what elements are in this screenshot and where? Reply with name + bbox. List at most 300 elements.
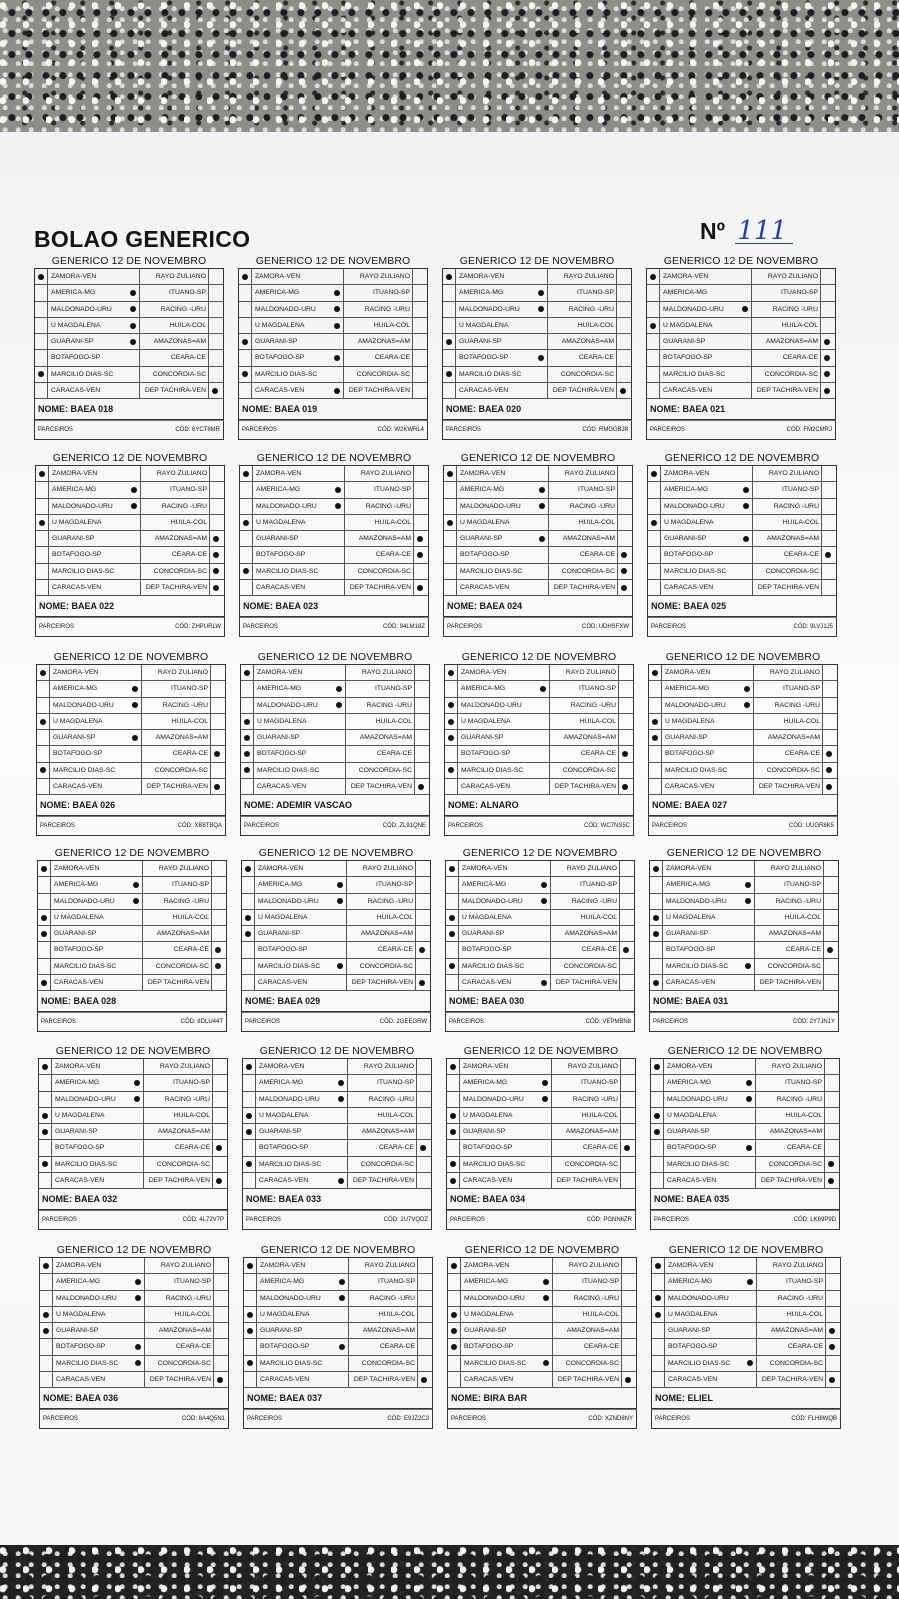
home-mark-cell[interactable] bbox=[448, 1274, 461, 1289]
draw-mark-cell[interactable] bbox=[131, 1075, 144, 1090]
away-mark-cell[interactable] bbox=[209, 285, 220, 300]
away-mark-cell[interactable] bbox=[620, 975, 631, 990]
draw-mark-cell[interactable] bbox=[131, 1140, 144, 1155]
home-mark-cell[interactable] bbox=[651, 1075, 664, 1090]
away-mark-cell[interactable] bbox=[413, 367, 424, 382]
home-mark-cell[interactable] bbox=[240, 547, 253, 562]
home-mark-cell[interactable] bbox=[650, 861, 663, 876]
away-mark-cell[interactable] bbox=[821, 334, 832, 349]
draw-mark-cell[interactable] bbox=[333, 730, 346, 745]
home-mark-cell[interactable] bbox=[448, 1291, 461, 1306]
draw-mark-cell[interactable] bbox=[539, 1157, 552, 1172]
away-mark-cell[interactable] bbox=[621, 1124, 632, 1139]
away-mark-cell[interactable] bbox=[617, 350, 628, 365]
draw-mark-cell[interactable] bbox=[743, 1140, 756, 1155]
away-mark-cell[interactable] bbox=[821, 269, 832, 284]
away-mark-cell[interactable] bbox=[415, 763, 426, 778]
away-mark-cell[interactable] bbox=[214, 1323, 225, 1338]
draw-mark-cell[interactable] bbox=[535, 269, 548, 284]
home-mark-cell[interactable] bbox=[647, 285, 660, 300]
home-mark-cell[interactable] bbox=[649, 681, 662, 696]
draw-mark-cell[interactable] bbox=[743, 1108, 756, 1123]
draw-mark-cell[interactable] bbox=[540, 1339, 553, 1354]
draw-mark-cell[interactable] bbox=[740, 515, 753, 530]
draw-mark-cell[interactable] bbox=[743, 1173, 756, 1188]
home-mark-cell[interactable] bbox=[35, 318, 48, 333]
away-mark-cell[interactable] bbox=[825, 1173, 836, 1188]
home-mark-cell[interactable] bbox=[38, 910, 51, 925]
away-mark-cell[interactable] bbox=[413, 269, 424, 284]
draw-mark-cell[interactable] bbox=[741, 763, 754, 778]
home-mark-cell[interactable] bbox=[243, 1173, 256, 1188]
away-mark-cell[interactable] bbox=[622, 1258, 633, 1273]
away-mark-cell[interactable] bbox=[824, 910, 835, 925]
home-mark-cell[interactable] bbox=[444, 466, 457, 481]
away-mark-cell[interactable] bbox=[622, 1356, 633, 1371]
home-mark-cell[interactable] bbox=[647, 350, 660, 365]
draw-mark-cell[interactable] bbox=[742, 877, 755, 892]
home-mark-cell[interactable] bbox=[240, 531, 253, 546]
draw-mark-cell[interactable] bbox=[743, 1157, 756, 1172]
home-mark-cell[interactable] bbox=[37, 714, 50, 729]
home-mark-cell[interactable] bbox=[239, 383, 252, 398]
away-mark-cell[interactable] bbox=[622, 1291, 633, 1306]
away-mark-cell[interactable] bbox=[414, 482, 425, 497]
draw-mark-cell[interactable] bbox=[535, 302, 548, 317]
draw-mark-cell[interactable] bbox=[740, 482, 753, 497]
away-mark-cell[interactable] bbox=[822, 547, 833, 562]
draw-mark-cell[interactable] bbox=[740, 531, 753, 546]
draw-mark-cell[interactable] bbox=[335, 1140, 348, 1155]
away-mark-cell[interactable] bbox=[413, 334, 424, 349]
home-mark-cell[interactable] bbox=[244, 1274, 257, 1289]
draw-mark-cell[interactable] bbox=[536, 531, 549, 546]
away-mark-cell[interactable] bbox=[824, 894, 835, 909]
away-mark-cell[interactable] bbox=[209, 302, 220, 317]
draw-mark-cell[interactable] bbox=[331, 383, 344, 398]
home-mark-cell[interactable] bbox=[446, 861, 459, 876]
home-mark-cell[interactable] bbox=[35, 383, 48, 398]
away-mark-cell[interactable] bbox=[826, 1372, 837, 1387]
draw-mark-cell[interactable] bbox=[131, 1124, 144, 1139]
home-mark-cell[interactable] bbox=[239, 269, 252, 284]
home-mark-cell[interactable] bbox=[443, 350, 456, 365]
home-mark-cell[interactable] bbox=[443, 269, 456, 284]
draw-mark-cell[interactable] bbox=[130, 926, 143, 941]
draw-mark-cell[interactable] bbox=[742, 959, 755, 974]
home-mark-cell[interactable] bbox=[447, 1108, 460, 1123]
home-mark-cell[interactable] bbox=[35, 334, 48, 349]
draw-mark-cell[interactable] bbox=[333, 746, 346, 761]
home-mark-cell[interactable] bbox=[446, 894, 459, 909]
away-mark-cell[interactable] bbox=[211, 714, 222, 729]
home-mark-cell[interactable] bbox=[35, 367, 48, 382]
away-mark-cell[interactable] bbox=[824, 942, 835, 957]
draw-mark-cell[interactable] bbox=[742, 910, 755, 925]
home-mark-cell[interactable] bbox=[647, 269, 660, 284]
draw-mark-cell[interactable] bbox=[537, 779, 550, 794]
away-mark-cell[interactable] bbox=[214, 1339, 225, 1354]
away-mark-cell[interactable] bbox=[210, 499, 221, 514]
draw-mark-cell[interactable] bbox=[331, 350, 344, 365]
home-mark-cell[interactable] bbox=[240, 499, 253, 514]
draw-mark-cell[interactable] bbox=[535, 350, 548, 365]
home-mark-cell[interactable] bbox=[649, 779, 662, 794]
away-mark-cell[interactable] bbox=[212, 959, 223, 974]
draw-mark-cell[interactable] bbox=[336, 1258, 349, 1273]
draw-mark-cell[interactable] bbox=[540, 1274, 553, 1289]
away-mark-cell[interactable] bbox=[415, 730, 426, 745]
home-mark-cell[interactable] bbox=[37, 698, 50, 713]
away-mark-cell[interactable] bbox=[213, 1140, 224, 1155]
home-mark-cell[interactable] bbox=[244, 1258, 257, 1273]
draw-mark-cell[interactable] bbox=[540, 1356, 553, 1371]
draw-mark-cell[interactable] bbox=[535, 334, 548, 349]
home-mark-cell[interactable] bbox=[652, 1323, 665, 1338]
draw-mark-cell[interactable] bbox=[331, 334, 344, 349]
away-mark-cell[interactable] bbox=[621, 1157, 632, 1172]
draw-mark-cell[interactable] bbox=[132, 1356, 145, 1371]
away-mark-cell[interactable] bbox=[617, 367, 628, 382]
draw-mark-cell[interactable] bbox=[331, 285, 344, 300]
draw-mark-cell[interactable] bbox=[335, 1173, 348, 1188]
away-mark-cell[interactable] bbox=[213, 1124, 224, 1139]
draw-mark-cell[interactable] bbox=[537, 746, 550, 761]
home-mark-cell[interactable] bbox=[652, 1291, 665, 1306]
home-mark-cell[interactable] bbox=[36, 547, 49, 562]
draw-mark-cell[interactable] bbox=[129, 763, 142, 778]
draw-mark-cell[interactable] bbox=[132, 1372, 145, 1387]
away-mark-cell[interactable] bbox=[619, 714, 630, 729]
away-mark-cell[interactable] bbox=[621, 1173, 632, 1188]
home-mark-cell[interactable] bbox=[651, 1124, 664, 1139]
draw-mark-cell[interactable] bbox=[538, 877, 551, 892]
draw-mark-cell[interactable] bbox=[333, 714, 346, 729]
away-mark-cell[interactable] bbox=[212, 861, 223, 876]
draw-mark-cell[interactable] bbox=[336, 1307, 349, 1322]
home-mark-cell[interactable] bbox=[446, 926, 459, 941]
draw-mark-cell[interactable] bbox=[334, 877, 347, 892]
home-mark-cell[interactable] bbox=[447, 1124, 460, 1139]
away-mark-cell[interactable] bbox=[618, 580, 629, 595]
draw-mark-cell[interactable] bbox=[743, 1124, 756, 1139]
home-mark-cell[interactable] bbox=[651, 1092, 664, 1107]
draw-mark-cell[interactable] bbox=[535, 383, 548, 398]
home-mark-cell[interactable] bbox=[652, 1274, 665, 1289]
draw-mark-cell[interactable] bbox=[739, 350, 752, 365]
away-mark-cell[interactable] bbox=[619, 779, 630, 794]
home-mark-cell[interactable] bbox=[448, 1323, 461, 1338]
away-mark-cell[interactable] bbox=[213, 1092, 224, 1107]
home-mark-cell[interactable] bbox=[444, 515, 457, 530]
draw-mark-cell[interactable] bbox=[130, 959, 143, 974]
home-mark-cell[interactable] bbox=[38, 942, 51, 957]
away-mark-cell[interactable] bbox=[414, 515, 425, 530]
draw-mark-cell[interactable] bbox=[130, 877, 143, 892]
away-mark-cell[interactable] bbox=[822, 531, 833, 546]
away-mark-cell[interactable] bbox=[414, 531, 425, 546]
away-mark-cell[interactable] bbox=[622, 1307, 633, 1322]
away-mark-cell[interactable] bbox=[417, 1075, 428, 1090]
away-mark-cell[interactable] bbox=[418, 1258, 429, 1273]
away-mark-cell[interactable] bbox=[622, 1372, 633, 1387]
away-mark-cell[interactable] bbox=[620, 942, 631, 957]
draw-mark-cell[interactable] bbox=[131, 1157, 144, 1172]
away-mark-cell[interactable] bbox=[209, 350, 220, 365]
home-mark-cell[interactable] bbox=[244, 1307, 257, 1322]
home-mark-cell[interactable] bbox=[448, 1372, 461, 1387]
home-mark-cell[interactable] bbox=[445, 714, 458, 729]
draw-mark-cell[interactable] bbox=[539, 1092, 552, 1107]
away-mark-cell[interactable] bbox=[821, 367, 832, 382]
home-mark-cell[interactable] bbox=[241, 779, 254, 794]
home-mark-cell[interactable] bbox=[652, 1307, 665, 1322]
home-mark-cell[interactable] bbox=[447, 1140, 460, 1155]
home-mark-cell[interactable] bbox=[239, 334, 252, 349]
draw-mark-cell[interactable] bbox=[336, 1274, 349, 1289]
away-mark-cell[interactable] bbox=[209, 334, 220, 349]
away-mark-cell[interactable] bbox=[826, 1258, 837, 1273]
home-mark-cell[interactable] bbox=[241, 714, 254, 729]
away-mark-cell[interactable] bbox=[620, 959, 631, 974]
away-mark-cell[interactable] bbox=[414, 499, 425, 514]
draw-mark-cell[interactable] bbox=[537, 665, 550, 680]
away-mark-cell[interactable] bbox=[418, 1274, 429, 1289]
draw-mark-cell[interactable] bbox=[540, 1291, 553, 1306]
draw-mark-cell[interactable] bbox=[539, 1059, 552, 1074]
draw-mark-cell[interactable] bbox=[739, 367, 752, 382]
home-mark-cell[interactable] bbox=[648, 466, 661, 481]
home-mark-cell[interactable] bbox=[39, 1124, 52, 1139]
draw-mark-cell[interactable] bbox=[332, 466, 345, 481]
home-mark-cell[interactable] bbox=[244, 1356, 257, 1371]
away-mark-cell[interactable] bbox=[209, 383, 220, 398]
away-mark-cell[interactable] bbox=[822, 580, 833, 595]
draw-mark-cell[interactable] bbox=[332, 499, 345, 514]
draw-mark-cell[interactable] bbox=[742, 861, 755, 876]
away-mark-cell[interactable] bbox=[413, 350, 424, 365]
away-mark-cell[interactable] bbox=[415, 779, 426, 794]
draw-mark-cell[interactable] bbox=[740, 580, 753, 595]
draw-mark-cell[interactable] bbox=[740, 564, 753, 579]
home-mark-cell[interactable] bbox=[241, 681, 254, 696]
home-mark-cell[interactable] bbox=[443, 367, 456, 382]
away-mark-cell[interactable] bbox=[622, 1323, 633, 1338]
home-mark-cell[interactable] bbox=[241, 665, 254, 680]
away-mark-cell[interactable] bbox=[821, 302, 832, 317]
away-mark-cell[interactable] bbox=[618, 531, 629, 546]
home-mark-cell[interactable] bbox=[444, 580, 457, 595]
draw-mark-cell[interactable] bbox=[127, 285, 140, 300]
draw-mark-cell[interactable] bbox=[129, 698, 142, 713]
draw-mark-cell[interactable] bbox=[740, 499, 753, 514]
away-mark-cell[interactable] bbox=[414, 580, 425, 595]
away-mark-cell[interactable] bbox=[825, 1157, 836, 1172]
draw-mark-cell[interactable] bbox=[536, 580, 549, 595]
home-mark-cell[interactable] bbox=[239, 367, 252, 382]
draw-mark-cell[interactable] bbox=[336, 1372, 349, 1387]
away-mark-cell[interactable] bbox=[417, 1124, 428, 1139]
away-mark-cell[interactable] bbox=[211, 665, 222, 680]
draw-mark-cell[interactable] bbox=[538, 942, 551, 957]
away-mark-cell[interactable] bbox=[821, 350, 832, 365]
home-mark-cell[interactable] bbox=[649, 763, 662, 778]
away-mark-cell[interactable] bbox=[212, 942, 223, 957]
away-mark-cell[interactable] bbox=[213, 1157, 224, 1172]
home-mark-cell[interactable] bbox=[239, 285, 252, 300]
draw-mark-cell[interactable] bbox=[127, 269, 140, 284]
away-mark-cell[interactable] bbox=[414, 564, 425, 579]
draw-mark-cell[interactable] bbox=[744, 1307, 757, 1322]
home-mark-cell[interactable] bbox=[239, 318, 252, 333]
home-mark-cell[interactable] bbox=[40, 1323, 53, 1338]
draw-mark-cell[interactable] bbox=[334, 894, 347, 909]
home-mark-cell[interactable] bbox=[648, 499, 661, 514]
away-mark-cell[interactable] bbox=[823, 665, 834, 680]
away-mark-cell[interactable] bbox=[417, 1108, 428, 1123]
away-mark-cell[interactable] bbox=[210, 531, 221, 546]
draw-mark-cell[interactable] bbox=[538, 926, 551, 941]
draw-mark-cell[interactable] bbox=[132, 1291, 145, 1306]
draw-mark-cell[interactable] bbox=[127, 318, 140, 333]
away-mark-cell[interactable] bbox=[417, 1059, 428, 1074]
away-mark-cell[interactable] bbox=[619, 681, 630, 696]
away-mark-cell[interactable] bbox=[213, 1173, 224, 1188]
away-mark-cell[interactable] bbox=[415, 746, 426, 761]
home-mark-cell[interactable] bbox=[651, 1108, 664, 1123]
home-mark-cell[interactable] bbox=[242, 959, 255, 974]
draw-mark-cell[interactable] bbox=[741, 746, 754, 761]
away-mark-cell[interactable] bbox=[415, 665, 426, 680]
home-mark-cell[interactable] bbox=[652, 1258, 665, 1273]
draw-mark-cell[interactable] bbox=[127, 367, 140, 382]
home-mark-cell[interactable] bbox=[443, 302, 456, 317]
home-mark-cell[interactable] bbox=[243, 1059, 256, 1074]
draw-mark-cell[interactable] bbox=[131, 1108, 144, 1123]
draw-mark-cell[interactable] bbox=[743, 1075, 756, 1090]
away-mark-cell[interactable] bbox=[823, 746, 834, 761]
home-mark-cell[interactable] bbox=[445, 730, 458, 745]
home-mark-cell[interactable] bbox=[38, 975, 51, 990]
home-mark-cell[interactable] bbox=[38, 959, 51, 974]
draw-mark-cell[interactable] bbox=[129, 730, 142, 745]
away-mark-cell[interactable] bbox=[823, 763, 834, 778]
home-mark-cell[interactable] bbox=[35, 350, 48, 365]
away-mark-cell[interactable] bbox=[210, 466, 221, 481]
home-mark-cell[interactable] bbox=[447, 1157, 460, 1172]
draw-mark-cell[interactable] bbox=[333, 698, 346, 713]
home-mark-cell[interactable] bbox=[648, 547, 661, 562]
home-mark-cell[interactable] bbox=[37, 763, 50, 778]
away-mark-cell[interactable] bbox=[211, 779, 222, 794]
home-mark-cell[interactable] bbox=[39, 1075, 52, 1090]
draw-mark-cell[interactable] bbox=[540, 1323, 553, 1338]
home-mark-cell[interactable] bbox=[36, 466, 49, 481]
home-mark-cell[interactable] bbox=[444, 499, 457, 514]
away-mark-cell[interactable] bbox=[416, 926, 427, 941]
home-mark-cell[interactable] bbox=[649, 746, 662, 761]
away-mark-cell[interactable] bbox=[210, 564, 221, 579]
home-mark-cell[interactable] bbox=[649, 698, 662, 713]
home-mark-cell[interactable] bbox=[242, 942, 255, 957]
draw-mark-cell[interactable] bbox=[540, 1372, 553, 1387]
away-mark-cell[interactable] bbox=[214, 1356, 225, 1371]
away-mark-cell[interactable] bbox=[418, 1307, 429, 1322]
away-mark-cell[interactable] bbox=[825, 1140, 836, 1155]
home-mark-cell[interactable] bbox=[244, 1339, 257, 1354]
draw-mark-cell[interactable] bbox=[537, 681, 550, 696]
home-mark-cell[interactable] bbox=[35, 302, 48, 317]
draw-mark-cell[interactable] bbox=[127, 350, 140, 365]
home-mark-cell[interactable] bbox=[443, 285, 456, 300]
home-mark-cell[interactable] bbox=[242, 877, 255, 892]
draw-mark-cell[interactable] bbox=[538, 861, 551, 876]
home-mark-cell[interactable] bbox=[40, 1339, 53, 1354]
away-mark-cell[interactable] bbox=[416, 894, 427, 909]
draw-mark-cell[interactable] bbox=[539, 1173, 552, 1188]
draw-mark-cell[interactable] bbox=[537, 698, 550, 713]
draw-mark-cell[interactable] bbox=[539, 1124, 552, 1139]
away-mark-cell[interactable] bbox=[825, 1124, 836, 1139]
draw-mark-cell[interactable] bbox=[540, 1307, 553, 1322]
away-mark-cell[interactable] bbox=[617, 302, 628, 317]
away-mark-cell[interactable] bbox=[413, 383, 424, 398]
draw-mark-cell[interactable] bbox=[334, 910, 347, 925]
draw-mark-cell[interactable] bbox=[131, 1173, 144, 1188]
draw-mark-cell[interactable] bbox=[335, 1124, 348, 1139]
away-mark-cell[interactable] bbox=[824, 877, 835, 892]
draw-mark-cell[interactable] bbox=[128, 482, 141, 497]
away-mark-cell[interactable] bbox=[214, 1307, 225, 1322]
home-mark-cell[interactable] bbox=[447, 1173, 460, 1188]
away-mark-cell[interactable] bbox=[209, 318, 220, 333]
draw-mark-cell[interactable] bbox=[334, 975, 347, 990]
home-mark-cell[interactable] bbox=[650, 894, 663, 909]
away-mark-cell[interactable] bbox=[621, 1108, 632, 1123]
home-mark-cell[interactable] bbox=[446, 877, 459, 892]
away-mark-cell[interactable] bbox=[620, 926, 631, 941]
draw-mark-cell[interactable] bbox=[129, 665, 142, 680]
draw-mark-cell[interactable] bbox=[742, 942, 755, 957]
draw-mark-cell[interactable] bbox=[127, 334, 140, 349]
away-mark-cell[interactable] bbox=[826, 1291, 837, 1306]
away-mark-cell[interactable] bbox=[212, 926, 223, 941]
home-mark-cell[interactable] bbox=[445, 681, 458, 696]
home-mark-cell[interactable] bbox=[40, 1372, 53, 1387]
home-mark-cell[interactable] bbox=[241, 730, 254, 745]
away-mark-cell[interactable] bbox=[822, 564, 833, 579]
draw-mark-cell[interactable] bbox=[132, 1307, 145, 1322]
home-mark-cell[interactable] bbox=[239, 302, 252, 317]
home-mark-cell[interactable] bbox=[36, 499, 49, 514]
home-mark-cell[interactable] bbox=[36, 482, 49, 497]
away-mark-cell[interactable] bbox=[414, 547, 425, 562]
home-mark-cell[interactable] bbox=[36, 531, 49, 546]
away-mark-cell[interactable] bbox=[211, 681, 222, 696]
away-mark-cell[interactable] bbox=[826, 1274, 837, 1289]
home-mark-cell[interactable] bbox=[38, 926, 51, 941]
home-mark-cell[interactable] bbox=[39, 1173, 52, 1188]
home-mark-cell[interactable] bbox=[647, 318, 660, 333]
draw-mark-cell[interactable] bbox=[743, 1059, 756, 1074]
away-mark-cell[interactable] bbox=[209, 367, 220, 382]
draw-mark-cell[interactable] bbox=[128, 564, 141, 579]
draw-mark-cell[interactable] bbox=[538, 975, 551, 990]
draw-mark-cell[interactable] bbox=[334, 942, 347, 957]
draw-mark-cell[interactable] bbox=[130, 910, 143, 925]
home-mark-cell[interactable] bbox=[444, 482, 457, 497]
away-mark-cell[interactable] bbox=[417, 1173, 428, 1188]
